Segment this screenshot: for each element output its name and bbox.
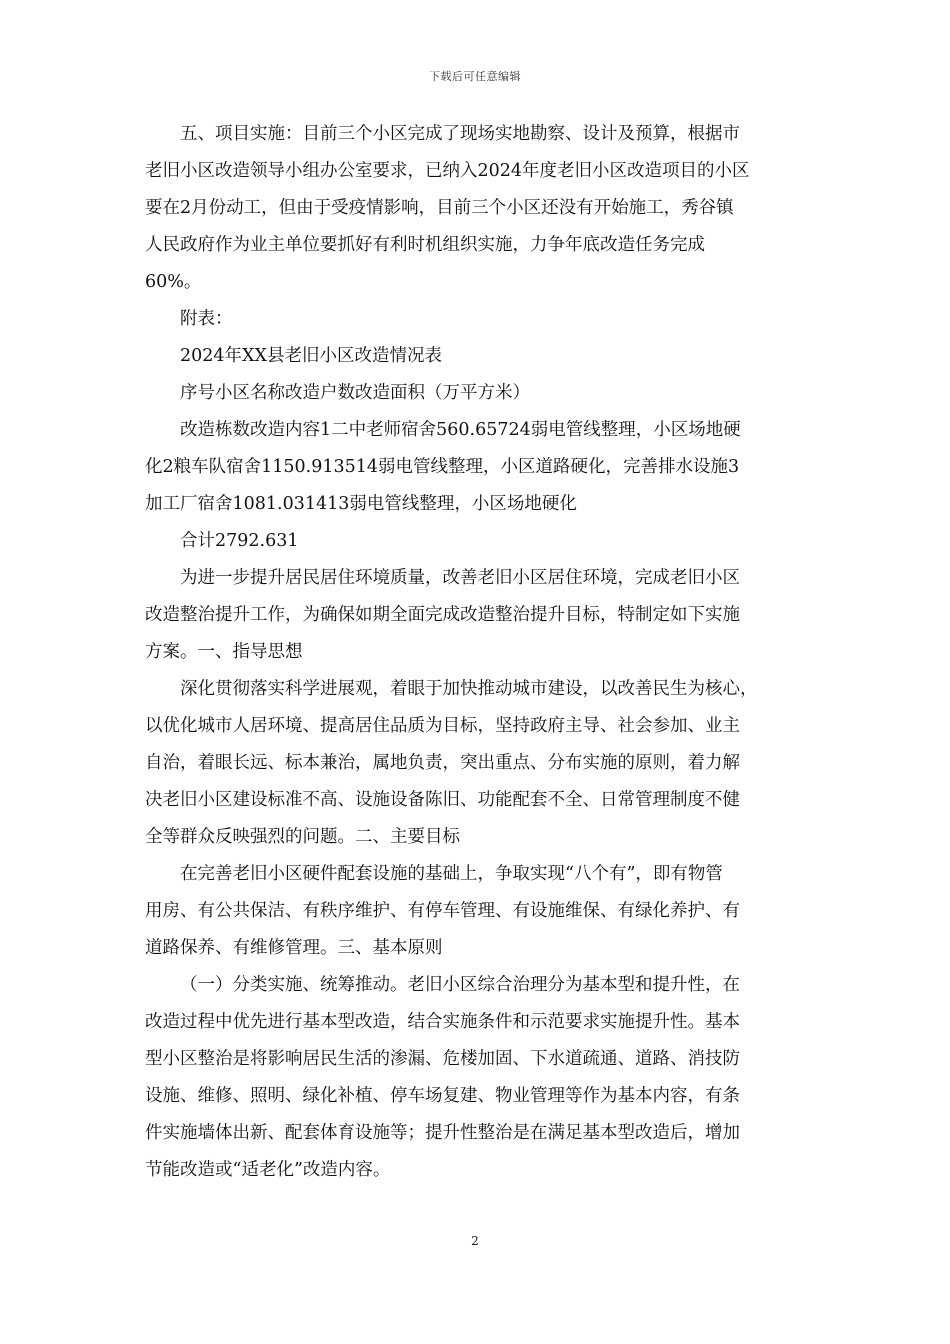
paragraph-table-total: 合计2792.631: [180, 531, 299, 551]
paragraph-table-title: 2024年XX县老旧小区改造情况表: [180, 346, 442, 366]
paragraph-guiding-ideology: 深化贯彻落实科学进展观，着眼于加快推动城市建设，以改善民生为核心， 以优化城市人居环境、提高居住品质为目标，坚持政府主导、社会参加、业主 自治，着眼长远、标本兼治，属地负责，突出重点、分布实施的原则，着力解 决老旧小区建设标准不高、设施设备陈旧、功能配套不全、日常管理制度不健 全等群众反映强烈的问题。二、主要目标: [145, 679, 758, 847]
document-body: [145, 116, 810, 1189]
paragraph-project-implementation: 五、项目实施：目前三个小区完成了现场实地勘察、设计及预算，根据市 老旧小区改造领导小组办公室要求，已纳入2024年度老旧小区改造项目的小区 要在2月份动工，但由于受疫情影响，目前三个小区还没有开始施工，秀谷镇 人民政府作为业主单位要抓好有利时机组织实施，力争年底改造任务完成 60%。: [145, 124, 750, 292]
paragraph-main-goals: 在完善老旧小区硬件配套设施的基础上，争取实现“八个有”，即有物管 用房、有公共保洁、有秩序维护、有停车管理、有设施维保、有绿化养护、有 道路保养、有维修管理。三、基本原则: [145, 864, 740, 958]
paragraph-appendix-label: 附表：: [180, 309, 233, 329]
paragraph-intro: 为进一步提升居民居住环境质量，改善老旧小区居住环境，完成老旧小区 改造整治提升工作，为确保如期全面完成改造整治提升目标，特制定如下实施 方案。一、指导思想: [145, 568, 740, 662]
page-header: 下载后可任意编辑: [429, 70, 521, 83]
paragraph-basic-principles: （一）分类实施、统筹推动。老旧小区综合治理分为基本型和提升性，在 改造过程中优先进行基本型改造，结合实施条件和示范要求实施提升性。基本 型小区整治是将影响居民生活的渗漏、危楼加固、下水道疏通、道路、消技防 设施、维修、照明、绿化补植、停车场复建、物业管理等作为基本内容，有条 件实施墙体出新、配套体育设施等；提升性整治是在满足基本型改造后，增加 节能改造或“适老化”改造内容。: [145, 975, 740, 1180]
paragraph-table-rows: 改造栋数改造内容1二中老师宿舍560.65724弱电管线整理，小区场地硬 化2粮车队宿舍1150.913514弱电管线整理，小区道路硬化，完善排水设施3 加工厂宿舍1081.031413弱电管线整理，小区场地硬化: [145, 420, 741, 514]
paragraph-table-header: 序号小区名称改造户数改造面积（万平方米）: [180, 383, 530, 403]
page-number: 2: [471, 1234, 479, 1248]
